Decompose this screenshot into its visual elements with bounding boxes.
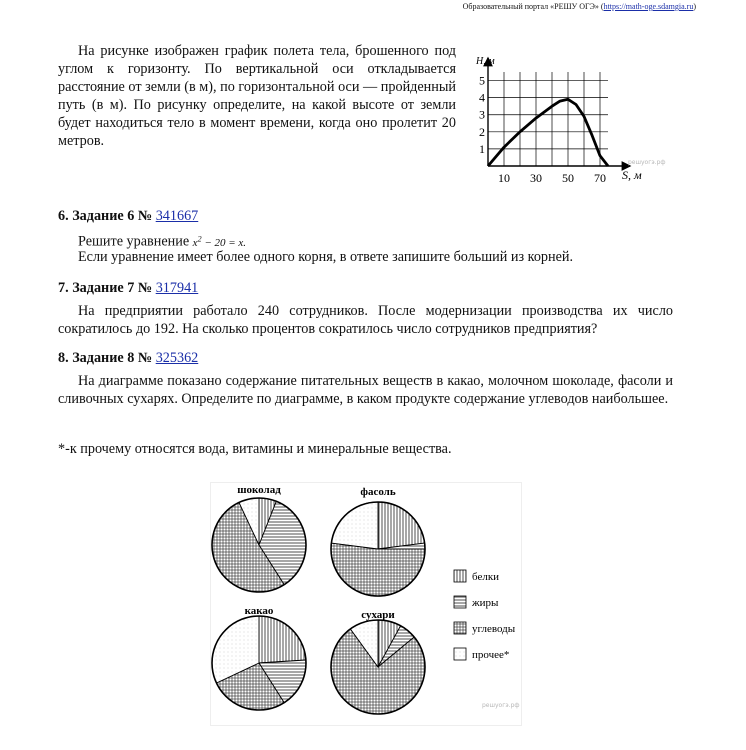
task7-label: 7. Задание 7 № bbox=[58, 280, 156, 296]
task8-note: *-к прочему относятся вода, витамины и минеральные вещества. bbox=[58, 441, 452, 457]
task6-label: 6. Задание 6 № bbox=[58, 208, 156, 224]
legend-label: белки bbox=[472, 571, 500, 583]
task6-link[interactable]: 341667 bbox=[155, 208, 199, 224]
y-tick-label: 1 bbox=[479, 141, 485, 156]
y-tick-label: 2 bbox=[479, 124, 485, 139]
task7-heading bbox=[58, 280, 198, 297]
task8-text: На диаграмме показано содержание питательных веществ в какао, молочном шоколаде, фасоли и сливочных сухарях. Определите по диаграмме, в каком продукте содержание углеводов наибольшее. bbox=[58, 373, 673, 407]
pie-title: фасоль bbox=[360, 486, 396, 498]
y-axis-label: H, м bbox=[476, 56, 495, 67]
pie-title: какао bbox=[244, 605, 274, 617]
legend-label: жиры bbox=[472, 597, 499, 609]
portal-link[interactable]: https://math-oge.sdamgia.ru bbox=[603, 2, 694, 11]
portal-name: Образовательный портал «РЕШУ ОГЭ» bbox=[462, 2, 599, 11]
flight-graph bbox=[470, 52, 666, 190]
legend-label: прочее* bbox=[472, 649, 510, 661]
pies-watermark: решуогэ.рф bbox=[482, 702, 520, 709]
header-paren-close: ) bbox=[693, 2, 696, 11]
eq-rest: − 20 = x. bbox=[201, 236, 247, 249]
eq-x: x bbox=[192, 236, 198, 249]
graph-watermark: решуогэ.рф bbox=[628, 159, 666, 166]
legend-swatch-zhiry bbox=[454, 596, 466, 608]
task8-label: 8. Задание 8 № bbox=[58, 350, 156, 366]
pie-title: шоколад bbox=[237, 484, 281, 496]
legend-swatch-prochee bbox=[454, 648, 466, 660]
portal-header bbox=[463, 2, 696, 11]
task6-heading bbox=[58, 208, 198, 225]
x-tick-label: 10 bbox=[498, 171, 510, 185]
y-tick-label: 5 bbox=[479, 73, 485, 88]
problem5-text: На рисунке изображен график полета тела, брошенного под углом к горизонту. По вертикальной оси откладывается расстояние от земли (в м), по горизонтальной оси — пройденный путь (в м). По рисунку определите, на какой высоте от земли будет находиться тело в момент времени, когда оно пролетит 20 метров. bbox=[58, 43, 456, 149]
x-tick-label: 30 bbox=[530, 171, 542, 185]
nutrient-pie-charts bbox=[210, 482, 522, 726]
x-axis-label: S, м bbox=[622, 168, 642, 182]
x-tick-label: 70 bbox=[594, 171, 606, 185]
legend-swatch-uglevody bbox=[454, 622, 466, 634]
task7-text: На предприятии работало 240 сотрудников. После модернизации производства их число сократилось до 192. На сколько процентов сократилось число сотрудников предприятия? bbox=[58, 303, 673, 337]
y-tick-label: 3 bbox=[479, 107, 485, 122]
task6-prompt: Решите уравнение bbox=[78, 233, 190, 250]
y-tick-label: 4 bbox=[479, 90, 485, 105]
x-tick-label: 50 bbox=[562, 171, 574, 185]
legend-label: углеводы bbox=[472, 623, 516, 635]
eq-sup: 2 bbox=[197, 234, 202, 243]
task8-heading bbox=[58, 350, 198, 367]
legend-swatch-belki bbox=[454, 570, 466, 582]
task6-line2: Если уравнение имеет более одного корня, в ответе запишите больший из корней. bbox=[78, 249, 574, 265]
task7-link[interactable]: 317941 bbox=[155, 280, 199, 296]
header-paren-open: ( bbox=[598, 2, 604, 11]
pie-title: сухари bbox=[361, 609, 395, 621]
graph-grid bbox=[488, 72, 608, 166]
task8-link[interactable]: 325362 bbox=[155, 350, 199, 366]
flight-curve bbox=[488, 99, 608, 166]
task6-equation bbox=[192, 234, 247, 249]
